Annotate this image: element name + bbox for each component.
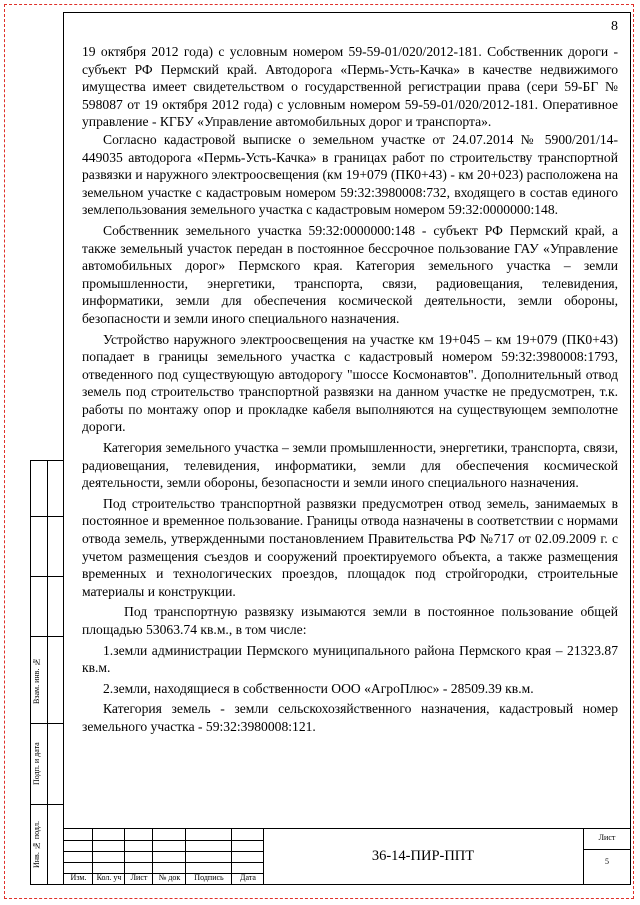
column-doc — [153, 829, 186, 884]
column-signature — [186, 829, 232, 884]
paragraph-1: 19 октября 2012 года) с условным номером 59-59-01/020/2012-181. Собственник дороги - субъект РФ Пермский край. Автодорога «Пермь-Усть-Качка» в качестве недвижимого имущества имеет свидетельством о государственной регистрации права (сери 59-БГ № 598087 от 19 октября 2012 года) с условным номером 59-59-01/020/2012-181. Оперативное управление - КГБУ «Управление автомобильных дорог и транспорта». — [82, 44, 618, 130]
paragraph-4: Устройство наружного электроосвещения на участке км 19+045 – км 19+079 (ПК0+43) попадает в границы земельного участка с кадастровый номером 59:32:3980008:1793, отведенного под существующую автодорогу "шоссе Космонавтов". Дополнительный отвод земель под строительство транспортной развязки на данном участке не предусмотрен, т.к. работы по монтажу опор и прокладке кабеля выполняются на существующем земполотне дороги. — [82, 331, 618, 435]
column-header-doc: № док — [158, 873, 181, 882]
paragraph-10: Категория земель - земли сельскохозяйственного назначения, кадастровый номер земельного участка - 59:32:3980008:121. — [82, 701, 618, 734]
column-list — [125, 829, 153, 884]
column-date — [232, 829, 264, 884]
sheet-label: Лист — [598, 833, 616, 842]
paragraph-8: 1.земли администрации Пермского муниципального района Пермского края – 21323.87 кв.м. — [82, 642, 618, 676]
paragraph-5: Категория земельного участка – земли промышленности, энергетики, транспорта, связи, радиовещания, телевидения, информатики, земли для обеспечения космической деятельности, земли обороны, безопасности и земли иного специального назначения. — [82, 440, 618, 491]
paragraph-7: Под транспортную развязку изымаются земли в постоянное пользование общей площадью 53063.74 кв.м., в том числе: — [82, 604, 618, 637]
title-block — [64, 828, 630, 884]
column-header-date: Дата — [240, 873, 256, 882]
paragraph-6: Под строительство транспортной развязки предусмотрен отвод земель, занимаемых в постоянное и временное пользование. Границы отвода назначены в соответствии с нормами отвода земель, утвержденными постановлением Правительства РФ №717 от 02.09.2009 г. с учетом размещения съездов и сооружений проектируемого объекта, а также размещения временных и технологических проездов, площадок под стройгородки, строительные материалы и конструкции. — [82, 495, 618, 599]
side-label-inv-replace: Взам. инв. № — [32, 657, 41, 705]
side-label-sign-date: Подп. и дата — [32, 742, 41, 786]
sheet-divider — [584, 849, 630, 850]
document-code: 36-14-ПИР-ППТ — [371, 848, 475, 864]
column-header-kol-uch: Кол. уч — [96, 873, 122, 882]
side-stamp-line — [31, 723, 64, 724]
side-stamp-line — [31, 576, 64, 577]
paragraph-3: Собственник земельного участка 59:32:0000000:148 - субъект РФ Пермский край, а также земельный участок передан в постоянное бессрочное пользование ГАУ «Управление автомобильных дорог» Пермского края. Категория земельного участка – земли промышленности, энергетики, транспорта, связи, радиовещания, телевидения, информатики, земли для обеспечения космической деятельности, земли обороны, безопасности и земли иного специального назначения. — [82, 222, 618, 326]
paragraph-9: 2.земли, находящиеся в собственности ООО «АгроПлюс» - 28509.39 кв.м. — [103, 680, 534, 696]
paragraph-2: Согласно кадастровой выписке о земельном участке от 24.07.2014 № 5900/201/14-449035 автодорога «Пермь-Усть-Качка» в границах работ по строительству транспортной развязки и наружного электроосвещения (км 19+079 (ПК0+43) - км 20+023) расположена на земельном участке с кадастровым номером 59:32:3980008:732, входящего в состав единого землепользования земельного участка с кадастровым номером 59:32:0000000:148. — [82, 131, 618, 218]
column-izm — [64, 829, 93, 884]
sheet-box — [583, 829, 630, 884]
column-header-signature: Подпись — [194, 873, 224, 882]
side-stamp-line — [31, 516, 64, 517]
column-header-list: Лист — [130, 873, 148, 882]
column-kol-uch — [93, 829, 125, 884]
side-label-inv-original: Инв. № подл. — [32, 821, 41, 869]
drawing-frame — [63, 12, 631, 885]
side-stamp-divider — [47, 461, 48, 884]
page-number: 8 — [611, 19, 618, 34]
side-stamp — [30, 460, 63, 885]
side-stamp-line — [31, 636, 64, 637]
document-body — [82, 43, 618, 736]
side-stamp-line — [31, 804, 64, 805]
column-header-izm: Изм. — [70, 873, 87, 882]
sheet-number: 5 — [605, 857, 609, 866]
